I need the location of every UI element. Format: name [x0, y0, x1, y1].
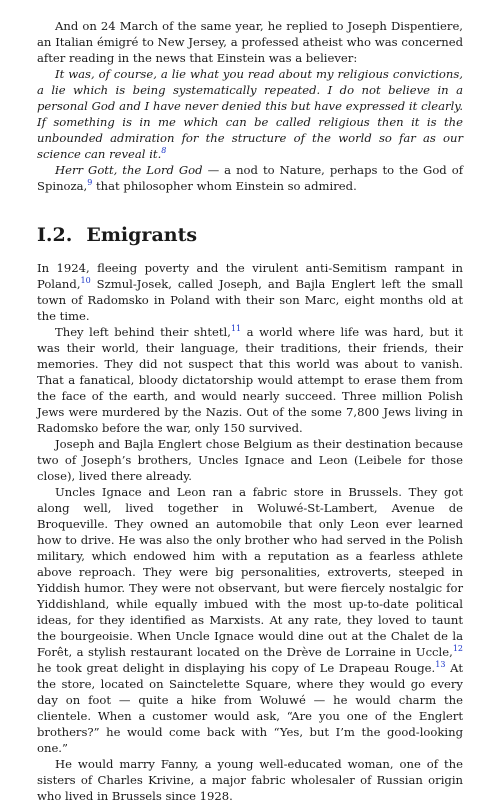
- footnote-ref-8[interactable]: 8: [161, 146, 167, 156]
- footnote-ref-10[interactable]: 10: [80, 276, 91, 286]
- text-run: that philosopher whom Einstein so admired.: [92, 179, 357, 193]
- text-run: It was, of course, a lie what you read about my religious convictions, a lie which is being systematically repeated. I do not believe in a personal God and I have never denied this but have expressed it clearly. If something is in me which can be called religious then it is the unbounded admiration for the structure of the world so far as our science can reveal it.: [37, 67, 463, 161]
- paragraph: [37, 756, 463, 804]
- section-title: Emigrants: [86, 224, 198, 246]
- section-number: I.2.: [37, 224, 73, 246]
- section-heading: [37, 224, 463, 246]
- paragraph: [37, 18, 463, 66]
- text-run: At the store, located on Sainctelette Square, where they would go every day on foot — quite a hike from Woluwé — he would charm the clientele. When a customer would ask, “Are you one of the Englert brothers?” he would come back with “Yes, but I’m the good-looking one.”: [37, 661, 463, 755]
- footnote-ref-11[interactable]: 11: [230, 324, 242, 334]
- paragraph: [37, 162, 463, 194]
- footnote-ref-13[interactable]: 13: [435, 660, 446, 670]
- paragraph: [37, 484, 463, 756]
- text-run: He would marry Fanny, a young well-educated woman, one of the sisters of Charles Krivine, a major fabric wholesaler of Russian origin who lived in Brussels since 1928.: [37, 757, 463, 803]
- body-text-top: [37, 18, 463, 194]
- text-run: he took great delight in displaying his copy of Le Drapeau Rouge.: [37, 661, 436, 675]
- paragraph: [37, 324, 463, 436]
- body-text-section: [37, 260, 463, 804]
- footnote-ref-12[interactable]: 12: [452, 644, 463, 654]
- text-run: Uncles Ignace and Leon ran a fabric store in Brussels. They got along well, lived together in Woluwé-St-Lambert, Avenue de Broqueville. They owned an automobile that only Leon ever learned how to drive. He was also the only brother who had served in the Polish military, which endowed him with a reputation as a fearless athlete above reproach. They were big personalities, extroverts, steeped in Yiddish humor. They were not observant, but were fiercely nostalgic for Yiddishland, while equally imbued with the most up-to-date political ideas, for they identified as Marxists. At any rate, they loved to taunt the bourgeoisie. When Uncle Ignace would dine out at the Chalet de la Forêt, a stylish restaurant located on the Drève de Lorraine in Uccle,: [37, 485, 463, 659]
- text-run: a world where life was hard, but it was their world, their language, their traditions, their friends, their memories. They did not suspect that this world was about to vanish. That a fanatical, bloody dictatorship would attempt to erase them from the face of the earth, and would nearly succeed. Three million Polish Jews were murdered by the Nazis. Out of the some 7,800 Jews living in Radomsko before the war, only 150 survived.: [37, 325, 464, 435]
- text-run: Joseph and Bajla Englert chose Belgium as their destination because two of Joseph’s brothers, Uncles Ignace and Leon (Leibele for those close), lived there already.: [37, 437, 463, 483]
- paragraph: [37, 66, 463, 162]
- text-run: Szmul-Josek, called Joseph, and Bajla Englert left the small town of Radomsko in Poland with their son Marc, eight months old at the time.: [37, 277, 463, 323]
- text-run: And on 24 March of the same year, he replied to Joseph Dispentiere, an Italian émigré to New Jersey, a professed atheist who was concerned after reading in the news that Einstein was a believer:: [37, 19, 463, 65]
- emphasis-text: Herr Gott, the Lord God: [55, 163, 203, 177]
- text-run: In 1924, fleeing poverty and the virulent anti-Semitism rampant in Poland,: [37, 261, 463, 291]
- book-page: [37, 18, 463, 804]
- paragraph: [37, 260, 463, 324]
- footnote-ref-9[interactable]: 9: [87, 178, 93, 188]
- text-run: They left behind their shtetl,: [55, 325, 231, 339]
- text-run: — a nod to Nature, perhaps to the God of Spinoza,: [37, 163, 463, 193]
- paragraph: [37, 436, 463, 484]
